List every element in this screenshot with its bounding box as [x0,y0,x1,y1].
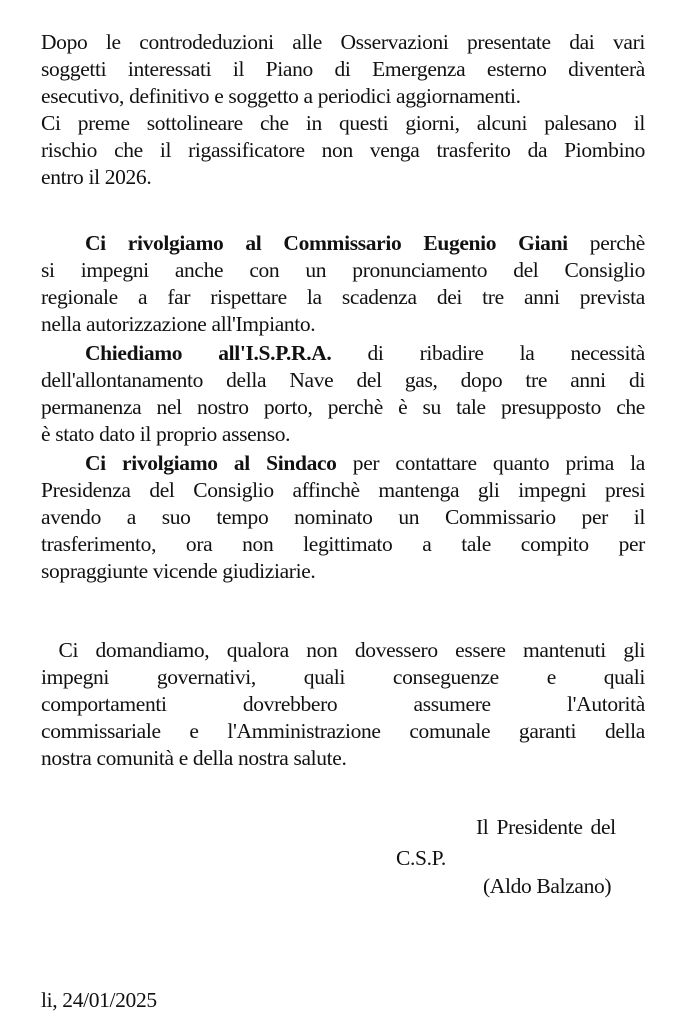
text-line: Presidenza del Consiglio affinchè mantenga gli impegni presi [41,478,645,502]
text-line: impegni governativi, quali conseguenze e quali [41,665,645,689]
text-line: avendo a suo tempo nominato un Commissario per il [41,505,645,529]
text-line: nostra comunità e della nostra salute. [41,746,347,770]
lead-rest: perchè [567,231,645,255]
lead-rest: di ribadire la necessità [331,341,645,365]
text-line: è stato dato il proprio assenso. [41,422,291,446]
text-line: entro il 2026. [41,165,152,189]
bold-lead: Chiediamo all'I.S.P.R.A. [85,341,332,365]
text-line: sopraggiunte vicende giudiziarie. [41,559,316,583]
text-line: esecutivo, definitivo e soggetto a periodici aggiornamenti. [41,84,521,108]
text-line: trasferimento, ora non legittimato a tale compito per [41,532,645,556]
bold-lead: Ci rivolgiamo al Sindaco [85,451,337,475]
text-line: regionale a far rispettare la scadenza dei tre anni prevista [41,285,645,309]
signature-organization: C.S.P. [396,846,446,870]
text-line: comportamenti dovrebbero assumere l'Autorità [41,692,645,716]
text-line-lead [41,450,645,476]
text-line: Ci preme sottolineare che in questi giorni, alcuni palesano il [41,111,645,135]
signature-name: (Aldo Balzano) [483,874,612,898]
text-line-lead [41,230,645,256]
text-line: Ci domandiamo, qualora non dovessero essere mantenuti gli [41,638,645,662]
lead-rest: per contattare quanto prima la [336,451,645,475]
signature-title: Il Presidente del [476,815,616,839]
text-line: si impegni anche con un pronunciamento del Consiglio [41,258,645,282]
text-line: Dopo le controdeduzioni alle Osservazioni presentate dai vari [41,30,645,54]
text-line: soggetti interessati il Piano di Emergenza esterno diventerà [41,57,645,81]
text-line: nella autorizzazione all'Impianto. [41,312,316,336]
document-date: li, 24/01/2025 [41,988,157,1012]
bold-lead: Ci rivolgiamo al Commissario Eugenio Giani [85,231,568,255]
text-line: permanenza nel nostro porto, perchè è su tale presupposto che [41,395,645,419]
text-line-lead [41,340,645,366]
text-line: commissariale e l'Amministrazione comunale garanti della [41,719,645,743]
text-line: dell'allontanamento della Nave del gas, dopo tre anni di [41,368,645,392]
text-line: rischio che il rigassificatore non venga trasferito da Piombino [41,138,645,162]
